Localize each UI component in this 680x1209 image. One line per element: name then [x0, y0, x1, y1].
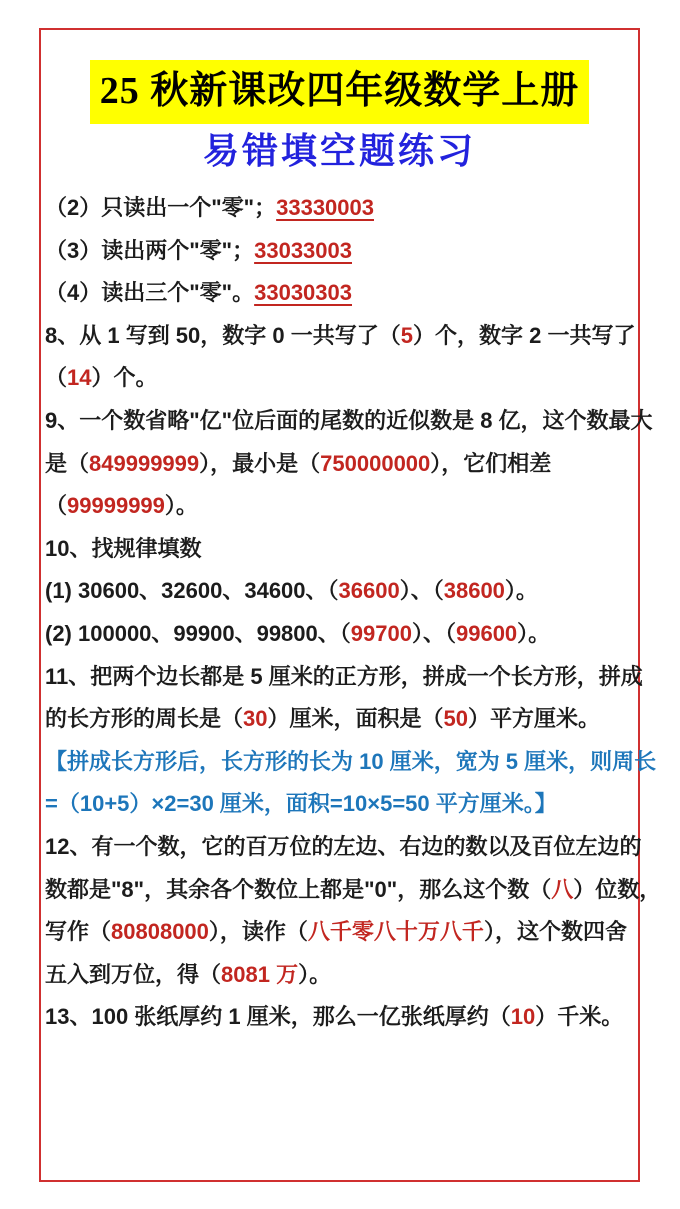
text-line — [45, 272, 636, 315]
answer-text: 849999999 — [89, 450, 200, 476]
text-segment: ）、（ — [411, 620, 456, 646]
text-segment: （3）读出两个"零"； — [45, 237, 255, 263]
text-segment: ）千米。 — [535, 1004, 624, 1030]
text-line — [45, 869, 662, 912]
answer-text: 99999999 — [67, 493, 165, 519]
text-segment: 11、把两个边长都是 5 厘米的正方形，拼成一个长方形，拼成 — [45, 663, 643, 689]
text-line — [45, 783, 636, 826]
text-segment: (1) 30600、32600、34600、（ — [45, 578, 339, 604]
text-segment: 13、100 张纸厚约 1 厘米，那么一亿张纸厚约（ — [45, 1004, 511, 1030]
text-segment: 是（ — [45, 450, 90, 476]
text-segment: (2) 100000、99900、99800、（ — [45, 620, 351, 646]
page-subtitle: 易错填空题练习 — [202, 131, 476, 171]
text-segment: ）。 — [517, 620, 551, 646]
note-segment: 【拼成长方形后，长方形的长为 10 厘米，宽为 5 厘米，则周长 — [45, 748, 657, 774]
answer-text: 14 — [67, 365, 92, 391]
text-segment: 8、从 1 写到 50，数字 0 一共写了（ — [45, 322, 401, 348]
answer-text: 99700 — [350, 620, 412, 646]
answer-text: 36600 — [338, 578, 400, 604]
answer-text: 10 — [510, 1004, 536, 1030]
text-segment: 写作（ — [45, 919, 112, 945]
page-title: 25 秋新课改四年级数学上册 — [90, 60, 590, 124]
answer-text: 30 — [243, 706, 268, 732]
answer-text: 80808000 — [111, 919, 209, 945]
text-segment: ）位数， — [573, 876, 662, 902]
text-line — [45, 357, 636, 400]
text-segment: ）平方厘米。 — [468, 706, 601, 732]
text-segment: 10、找规律填数 — [45, 535, 202, 561]
text-line — [45, 528, 636, 571]
text-segment: ）。 — [164, 493, 198, 519]
text-segment: ），它们相差 — [430, 450, 552, 476]
title-row — [41, 60, 638, 125]
worksheet-page-frame — [39, 28, 662, 1182]
text-line — [45, 954, 636, 997]
answer-text: 750000000 — [320, 450, 431, 476]
answer-text: 八千零八十万八千 — [307, 919, 484, 945]
answer-text: 33033003 — [254, 237, 352, 263]
text-segment: 五入到万位，得（ — [45, 961, 222, 987]
answer-text: 八 — [551, 876, 574, 902]
text-line — [45, 443, 636, 486]
answer-text: 8081 万 — [221, 961, 299, 987]
note-segment: =（10+5）×2=30 厘米，面积=10×5=50 平方厘米。】 — [45, 791, 557, 817]
text-line — [45, 741, 657, 784]
text-segment: （2）只读出一个"零"； — [45, 195, 277, 220]
answer-text: 50 — [443, 706, 468, 732]
text-line — [45, 911, 636, 954]
text-line — [45, 570, 636, 613]
answer-text: 38600 — [443, 578, 505, 604]
text-line — [45, 698, 636, 741]
text-segment: （ — [45, 365, 68, 391]
text-segment: 9、一个数省略"亿"位后面的尾数的近似数是 8 亿，这个数最大 — [45, 407, 653, 433]
text-segment: ），最小是（ — [199, 450, 321, 476]
text-segment: ），读作（ — [208, 919, 308, 945]
text-segment: ）。 — [298, 961, 332, 987]
text-line — [45, 230, 636, 273]
text-segment: ）个。 — [91, 365, 158, 391]
text-line — [45, 485, 636, 528]
text-segment: ）厘米，面积是（ — [267, 706, 444, 732]
worksheet-body — [45, 187, 662, 1039]
text-line — [45, 656, 643, 699]
text-segment: ）。 — [504, 578, 538, 604]
text-line — [45, 996, 636, 1039]
text-line — [45, 400, 653, 443]
text-segment: 数都是"8"，其余各个数位上都是"0"，那么这个数（ — [45, 876, 552, 902]
text-segment: （ — [45, 493, 68, 519]
text-segment: 12、有一个数，它的百万位的左边、右边的数以及百位左边的 — [45, 833, 642, 859]
answer-text: 33030303 — [254, 280, 352, 306]
text-segment: （4）读出三个"零"。 — [45, 280, 255, 306]
answer-text: 5 — [400, 322, 413, 348]
text-line — [45, 315, 636, 358]
answer-text: 99600 — [455, 620, 518, 646]
worksheet-header — [41, 30, 638, 174]
text-line — [45, 826, 642, 869]
text-segment: 的长方形的周长是（ — [45, 706, 244, 732]
text-line — [45, 187, 636, 230]
text-segment: ）、（ — [399, 578, 444, 604]
text-line — [45, 613, 636, 656]
text-segment: ）个，数字 2 一共写了 — [413, 322, 636, 348]
answer-text: 33330003 — [276, 195, 374, 220]
text-segment: ），这个数四舍 — [483, 919, 627, 945]
